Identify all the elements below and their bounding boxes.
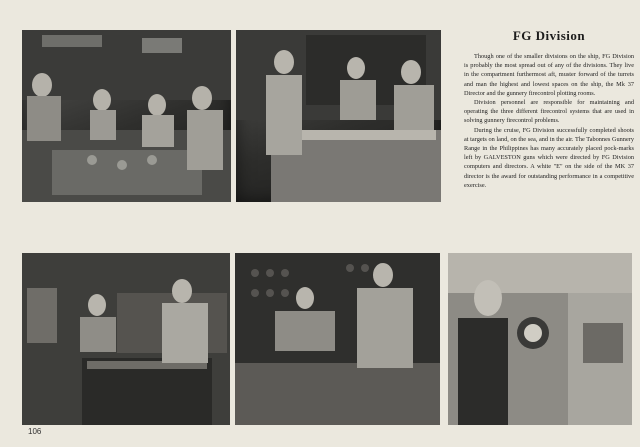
- article-column: [464, 28, 634, 190]
- page-number: 106: [28, 427, 42, 436]
- photo-switchboard-crew: [235, 253, 440, 425]
- paragraph-1: Though one of the smaller divisions on the ship, FG Division is probably the most spread out of any of the divisions. They live in the compartment furthermost aft, muster forward of the turrets and man the highest and lowest spaces on the ship, the Mk 37 Director and the gunnery firecontrol plotting rooms.: [464, 53, 634, 97]
- paragraph-2: Division personnel are responsible for maintaining and operating the three different firecontrol systems that are used in solving gunnery firecontrol problems.: [464, 99, 634, 125]
- photo-firecontrol-console-crew: [22, 30, 231, 202]
- photo-rangekeeper-crew: [22, 253, 230, 425]
- paragraph-3: During the cruise, FG Division successfully completed shoots at targets on land, on the sea, and in the air. The Tabonnes Gunnery Range in the Philippines has many accurately placed pock-marks left by GALVESTON guns which were directed by FG Division computers and directors. A white "E" on the side of the MK 37 director is the award for outstanding performance in a competitive exercise.: [464, 126, 634, 189]
- section-title: FG Division: [512, 28, 586, 43]
- photo-plotting-table-crew: [236, 30, 441, 202]
- photo-director-operator: [448, 253, 632, 425]
